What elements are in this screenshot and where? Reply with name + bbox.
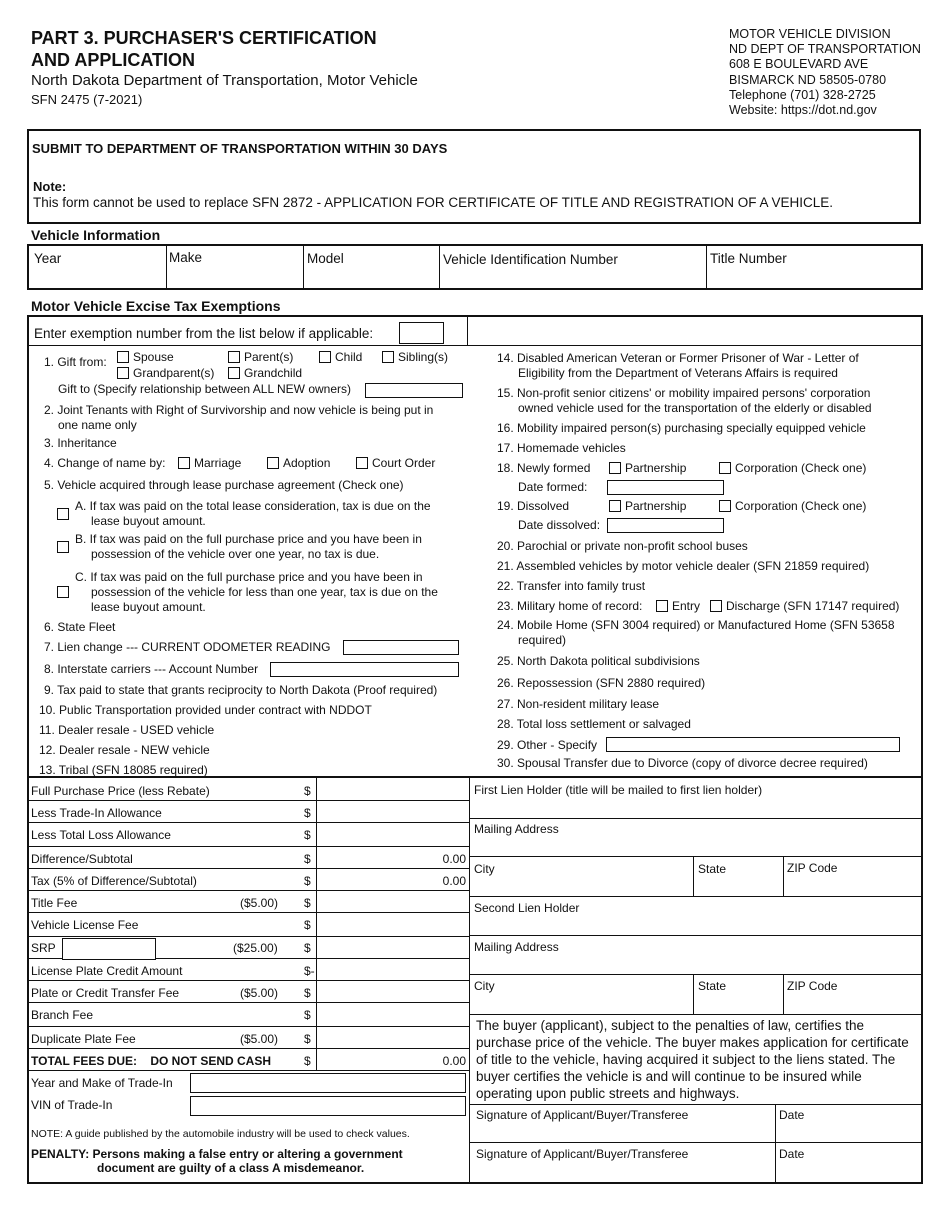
item19: 19. Dissolved [497, 499, 570, 513]
formed-partnership-checkbox[interactable] [609, 462, 621, 474]
fee-amount-duplicate-plate: ($5.00) [240, 1032, 279, 1046]
item2-line2: one name only [58, 418, 137, 432]
total-fees-value: 0.00 [442, 1054, 466, 1068]
currency-symbol: $ [304, 1032, 311, 1046]
currency-symbol: $ [304, 1008, 311, 1022]
account-number-input[interactable] [270, 662, 459, 677]
currency-symbol: $ [304, 896, 311, 910]
item21: 21. Assembled vehicles by motor vehicle dealer (SFN 21859 required) [497, 559, 870, 573]
date-dissolved-label: Date dissolved: [518, 518, 601, 532]
gift-to-label: Gift to (Specify relationship between ALL NEW owners) [58, 382, 352, 396]
note-text: This form cannot be used to replace SFN 2872 - APPLICATION FOR CERTIFICATE OF TITLE AND REGISTRATION OF A VEHICLE. [33, 195, 833, 210]
trade-in-vin-input[interactable] [190, 1096, 466, 1116]
gift-child-checkbox[interactable] [319, 351, 331, 363]
vehicle-model-field[interactable]: Model [307, 251, 344, 266]
second-lien-city-field[interactable]: City [474, 979, 495, 993]
notice-box [27, 129, 921, 224]
gift-child-option[interactable]: Child [319, 350, 362, 364]
fee-label-plate-credit: License Plate Credit Amount [31, 964, 183, 978]
marriage-checkbox[interactable] [178, 457, 190, 469]
court-order-checkbox[interactable] [356, 457, 368, 469]
currency-symbol: $ [304, 852, 311, 866]
military-discharge-option[interactable]: Discharge (SFN 17147 required) [710, 599, 899, 613]
agency-line: MOTOR VEHICLE DIVISION [729, 27, 891, 41]
fee-amount-plate-transfer: ($5.00) [240, 986, 279, 1000]
item13: 13. Tribal (SFN 18085 required) [39, 763, 208, 777]
item5: 5. Vehicle acquired through lease purchase agreement (Check one) [44, 478, 404, 492]
item8: 8. Interstate carriers --- Account Number [44, 662, 259, 676]
item3: 3. Inheritance [44, 436, 117, 450]
item9: 9. Tax paid to state that grants reciprocity to North Dakota (Proof required) [44, 683, 438, 697]
agency-line: ND DEPT OF TRANSPORTATION [729, 42, 921, 57]
currency-symbol: $- [304, 964, 315, 978]
item5a-line2: lease buyout amount. [91, 514, 206, 528]
exemptions-box [27, 315, 923, 778]
total-fees-label: TOTAL FEES DUE: DO NOT SEND CASH [31, 1054, 272, 1068]
second-lien-mailing-address-field[interactable]: Mailing Address [474, 940, 559, 954]
currency-symbol: $ [304, 918, 311, 932]
currency-symbol: $ [304, 941, 311, 955]
date-formed-label: Date formed: [518, 480, 588, 494]
gift-parents-option[interactable]: Parent(s) [228, 350, 293, 364]
fee-label-tax: Tax (5% of Difference/Subtotal) [31, 874, 197, 888]
item5c-line1: C. If tax was paid on the full purchase price and you have been in [75, 570, 423, 584]
item16: 16. Mobility impaired person(s) purchasing specially equipped vehicle [497, 421, 866, 435]
currency-symbol: $ [304, 1054, 311, 1068]
gift-grandparents-option[interactable]: Grandparent(s) [117, 366, 214, 380]
currency-symbol: $ [304, 828, 311, 842]
first-lien-mailing-address-field[interactable]: Mailing Address [474, 822, 559, 836]
item22: 22. Transfer into family trust [497, 579, 646, 593]
currency-symbol: $ [304, 874, 311, 888]
item7: 7. Lien change --- CURRENT ODOMETER READING [44, 640, 331, 654]
item5b-line2: possession of the vehicle over one year, no tax is due. [91, 547, 380, 561]
gift-siblings-option[interactable]: Sibling(s) [382, 350, 448, 364]
second-lien-state-field[interactable]: State [698, 979, 727, 993]
gift-spouse-option[interactable]: Spouse [117, 350, 174, 364]
signature-field-1[interactable]: Signature of Applicant/Buyer/Transferee [476, 1108, 689, 1122]
gift-to-input[interactable] [365, 383, 463, 398]
vehicle-year-field[interactable]: Year [34, 251, 62, 266]
name-change-adoption-option[interactable]: Adoption [267, 456, 330, 470]
formed-corporation-option[interactable]: Corporation (Check one) [719, 461, 866, 475]
item5c-line3: lease buyout amount. [91, 600, 206, 614]
lease-option-a-checkbox[interactable] [57, 508, 69, 520]
adoption-checkbox[interactable] [267, 457, 279, 469]
item29: 29. Other - Specify [497, 738, 598, 752]
second-lien-holder-field[interactable]: Second Lien Holder [474, 901, 580, 915]
fee-amount-srp: ($25.00) [233, 941, 278, 955]
form-title-line1: PART 3. PURCHASER'S CERTIFICATION [31, 28, 377, 48]
agency-line: BISMARCK ND 58505-0780 [729, 72, 887, 87]
signature-field-2[interactable]: Signature of Applicant/Buyer/Transferee [476, 1147, 689, 1161]
fee-amount-title: ($5.00) [240, 896, 279, 910]
item23: 23. Military home of record: [497, 599, 643, 613]
dissolved-partnership-checkbox[interactable] [609, 500, 621, 512]
vehicle-vin-field[interactable]: Vehicle Identification Number [443, 252, 618, 267]
agency-website: Website: https://dot.nd.gov [729, 103, 877, 118]
valuation-note: NOTE: A guide published by the automobile industry will be used to check values. [31, 1128, 410, 1140]
item30: 30. Spousal Transfer due to Divorce (copy of divorce decree required) [497, 756, 868, 770]
first-lien-zip-field[interactable]: ZIP Code [787, 861, 838, 875]
fee-label-license-fee: Vehicle License Fee [31, 918, 139, 932]
odometer-input[interactable] [343, 640, 459, 655]
currency-symbol: $ [304, 986, 311, 1000]
gift-parents-checkbox[interactable] [228, 351, 240, 363]
form-subtitle: North Dakota Department of Transportation, Motor Vehicle [31, 72, 418, 89]
gift-siblings-checkbox[interactable] [382, 351, 394, 363]
date-dissolved-input[interactable] [607, 518, 724, 533]
trade-in-vin-label: VIN of Trade-In [31, 1098, 113, 1112]
form-title [31, 27, 377, 71]
currency-symbol: $ [304, 784, 311, 798]
item25: 25. North Dakota political subdivisions [497, 654, 700, 668]
item26: 26. Repossession (SFN 2880 required) [497, 676, 706, 690]
dissolved-corporation-checkbox[interactable] [719, 500, 731, 512]
item2-line1: 2. Joint Tenants with Right of Survivorship and now vehicle is being put in [44, 403, 434, 417]
fee-label-plate-transfer: Plate or Credit Transfer Fee [31, 986, 180, 1000]
date-field-2[interactable]: Date [779, 1147, 805, 1161]
agency-address [729, 27, 921, 118]
fee-label-purchase-price: Full Purchase Price (less Rebate) [31, 784, 210, 798]
fee-label-duplicate-plate: Duplicate Plate Fee [31, 1032, 136, 1046]
buyer-certification-text: The buyer (applicant), subject to the penalties of law, certifies the purchase price of the vehicle. The buyer makes application for certificate of title to the vehicle, having acquired it subject to the liens stated. The buyer certifies the vehicle is and will continue to be insured while operating upon public streets and highways. [476, 1018, 909, 1101]
item17: 17. Homemade vehicles [497, 441, 626, 455]
note-label: Note: [33, 179, 67, 194]
fee-label-srp: SRP [31, 941, 56, 955]
military-entry-option[interactable]: Entry [656, 599, 700, 613]
name-change-marriage-option[interactable]: Marriage [178, 456, 241, 470]
item15-line1: 15. Non-profit senior citizens' or mobility impaired persons' corporation [497, 386, 871, 400]
form-title-line2: AND APPLICATION [31, 50, 195, 70]
submit-notice: SUBMIT TO DEPARTMENT OF TRANSPORTATION WITHIN 30 DAYS [32, 141, 448, 156]
vehicle-table [27, 244, 923, 290]
other-specify-input[interactable] [606, 737, 900, 752]
dissolved-corporation-option[interactable]: Corporation (Check one) [719, 499, 866, 513]
item14-line2: Eligibility from the Department of Veterans Affairs is required [518, 366, 838, 380]
first-lien-state-field[interactable]: State [698, 862, 727, 876]
item11: 11. Dealer resale - USED vehicle [39, 723, 215, 737]
gift-grandchild-checkbox[interactable] [228, 367, 240, 379]
item24-line2: required) [518, 633, 567, 647]
vehicle-heading: Vehicle Information [31, 227, 161, 243]
penalty-line1: PENALTY: Persons making a false entry or altering a government [31, 1147, 403, 1161]
gift-label: 1. Gift from: [44, 355, 107, 369]
item28: 28. Total loss settlement or salvaged [497, 717, 691, 731]
dissolved-partnership-option[interactable]: Partnership [609, 499, 686, 513]
military-entry-checkbox[interactable] [656, 600, 668, 612]
exemption-number-input[interactable] [399, 322, 444, 344]
first-lien-holder-field[interactable]: First Lien Holder (title will be mailed to first lien holder) [474, 783, 763, 797]
lease-option-b-checkbox[interactable] [57, 541, 69, 553]
item20: 20. Parochial or private non-profit school buses [497, 539, 748, 553]
item5a-line1: A. If tax was paid on the total lease consideration, tax is due on the [75, 499, 431, 513]
fees-and-liens-box [27, 776, 923, 1184]
penalty-line2: document are guilty of a class A misdemeanor. [97, 1161, 365, 1175]
name-change-court-order-option[interactable]: Court Order [356, 456, 435, 470]
item6: 6. State Fleet [44, 620, 116, 634]
item12: 12. Dealer resale - NEW vehicle [39, 743, 210, 757]
vehicle-make-field[interactable]: Make [169, 250, 203, 265]
item15-line2: owned vehicle used for the transportation of the elderly or disabled [518, 401, 872, 415]
gift-grandparents-checkbox[interactable] [117, 367, 129, 379]
formed-corporation-checkbox[interactable] [719, 462, 731, 474]
lease-option-c-checkbox[interactable] [57, 586, 69, 598]
tax-value: 0.00 [442, 874, 466, 888]
currency-symbol: $ [304, 806, 311, 820]
date-field-1[interactable]: Date [779, 1108, 805, 1122]
item14-line1: 14. Disabled American Veteran or Former Prisoner of War - Letter of [497, 351, 859, 365]
item4-label: 4. Change of name by: [44, 456, 166, 470]
item27: 27. Non-resident military lease [497, 697, 660, 711]
trade-in-year-make-label: Year and Make of Trade-In [31, 1076, 173, 1090]
fee-label-title-fee: Title Fee [31, 896, 78, 910]
fee-label-branch: Branch Fee [31, 1008, 94, 1022]
exemptions-heading: Motor Vehicle Excise Tax Exemptions [31, 298, 281, 314]
fee-label-total-loss: Less Total Loss Allowance [31, 828, 171, 842]
first-lien-city-field[interactable]: City [474, 862, 495, 876]
gift-spouse-checkbox[interactable] [117, 351, 129, 363]
subtotal-value: 0.00 [442, 852, 466, 866]
item18: 18. Newly formed [497, 461, 591, 475]
military-discharge-checkbox[interactable] [710, 600, 722, 612]
fee-label-subtotal: Difference/Subtotal [31, 852, 133, 866]
srp-input[interactable] [62, 938, 156, 960]
trade-in-year-make-input[interactable] [190, 1073, 466, 1093]
vehicle-title-number-field[interactable]: Title Number [710, 251, 787, 266]
item24-line1: 24. Mobile Home (SFN 3004 required) or Manufactured Home (SFN 53658 [497, 618, 895, 632]
formed-partnership-option[interactable]: Partnership [609, 461, 686, 475]
fee-label-trade-in: Less Trade-In Allowance [31, 806, 162, 820]
item5c-line2: possession of the vehicle for less than one year, tax is due on the [91, 585, 438, 599]
agency-line: Telephone (701) 328-2725 [729, 87, 876, 102]
gift-grandchild-option[interactable]: Grandchild [228, 366, 302, 380]
exemption-number-label: Enter exemption number from the list below if applicable: [34, 326, 374, 341]
item10: 10. Public Transportation provided under contract with NDDOT [39, 703, 372, 717]
form-number: SFN 2475 (7-2021) [31, 92, 143, 107]
second-lien-zip-field[interactable]: ZIP Code [787, 979, 838, 993]
item5b-line1: B. If tax was paid on the full purchase price and you have been in [75, 532, 422, 546]
agency-line: 608 E BOULEVARD AVE [729, 57, 869, 72]
date-formed-input[interactable] [607, 480, 724, 495]
